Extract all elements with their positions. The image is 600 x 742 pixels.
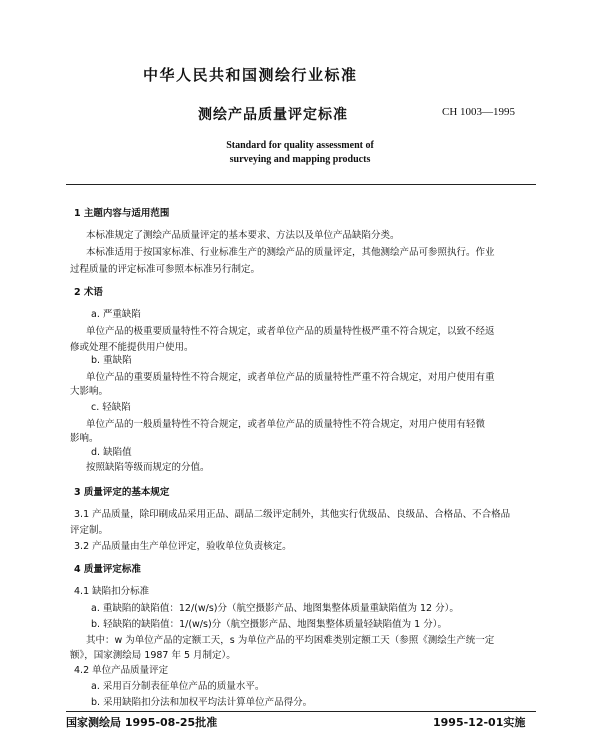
- footer-divider: [66, 711, 536, 712]
- term-d-text: 按照缺陷等级而规定的分值。: [86, 462, 210, 473]
- english-title-line2: surveying and mapping products: [229, 154, 371, 165]
- clause-4-1-b: b. 轻缺陷的缺陷值：1/(w/s)分（航空摄影产品、地图集整体质量轻缺陷值为 1 分）。: [91, 619, 447, 630]
- english-title-line1: Standard for quality assessment of: [226, 140, 374, 151]
- section-1-paragraph-1: 本标准规定了测绘产品质量评定的基本要求、方法以及单位产品缺陷分类。: [86, 230, 400, 241]
- term-b-label: b. 重缺陷: [91, 355, 132, 366]
- clause-4-1-note: 其中：w 为单位产品的定额工天，s 为单位产品的平均困难类别定额工天（参照《测绘生产统一定: [86, 635, 495, 646]
- clause-4-2-b: b. 采用缺陷扣分法和加权平均法计算单位产品得分。: [91, 697, 313, 708]
- header-divider: [66, 184, 536, 185]
- clause-4-1-heading: 4.1 缺陷扣分标准: [74, 586, 150, 597]
- clause-4-1-note-cont: 额》，国家测绘局 1987 年 5 月制定）。: [70, 650, 236, 661]
- effective-date: 1995-12-01实施: [433, 716, 526, 729]
- standard-category: 中华人民共和国测绘行业标准: [143, 66, 358, 84]
- section-4-heading: 4 质量评定标准: [74, 564, 141, 575]
- clause-4-2-a: a. 采用百分制表征单位产品的质量水平。: [91, 681, 265, 692]
- section-3-heading: 3 质量评定的基本规定: [74, 487, 170, 498]
- term-c-text-cont: 影响。: [70, 433, 99, 444]
- document-title: 测绘产品质量评定标准: [198, 107, 348, 123]
- clause-4-1-a: a. 重缺陷的缺陷值：12/(w/s)分（航空摄影产品、地图集整体质量重缺陷值为 12 分）。: [91, 603, 459, 614]
- section-1-paragraph-2: 本标准适用于按国家标准、行业标准生产的测绘产品的质量评定，其他测绘产品可参照执行。作业: [86, 247, 495, 258]
- section-1-paragraph-2-cont: 过程质量的评定标准可参照本标准另行制定。: [70, 264, 261, 275]
- term-a-text-cont: 修或处理不能提供用户使用。: [70, 342, 194, 353]
- standard-code: CH 1003—1995: [442, 106, 516, 118]
- section-2-heading: 2 术语: [74, 287, 103, 298]
- clause-3-1: 3.1 产品质量，除印刷成品采用正品、副品二级评定制外，其他实行优级品、良级品、合格品、不合格品: [74, 509, 511, 520]
- term-a-text: 单位产品的极重要质量特性不符合规定，或者单位产品的质量特性极严重不符合规定，以致不经返: [86, 326, 495, 337]
- clause-3-2: 3.2 产品质量由生产单位评定，验收单位负责核定。: [74, 541, 292, 552]
- approval-date: 国家测绘局 1995-08-25批准: [66, 716, 218, 729]
- term-c-label: c. 轻缺陷: [91, 402, 131, 413]
- term-b-text-cont: 大影响。: [70, 386, 109, 397]
- term-d-label: d. 缺陷值: [91, 447, 132, 458]
- term-c-text: 单位产品的一般质量特性不符合规定，或者单位产品的质量特性不符合规定，对用户使用有轻微: [86, 419, 486, 430]
- term-b-text: 单位产品的重要质量特性不符合规定，或者单位产品的质量特性严重不符合规定，对用户使用有重: [86, 372, 495, 383]
- term-a-label: a. 严重缺陷: [91, 309, 141, 320]
- clause-3-1-cont: 评定制。: [70, 525, 109, 536]
- section-1-heading: 1 主题内容与适用范围: [74, 208, 170, 219]
- clause-4-2-heading: 4.2 单位产品质量评定: [74, 665, 169, 676]
